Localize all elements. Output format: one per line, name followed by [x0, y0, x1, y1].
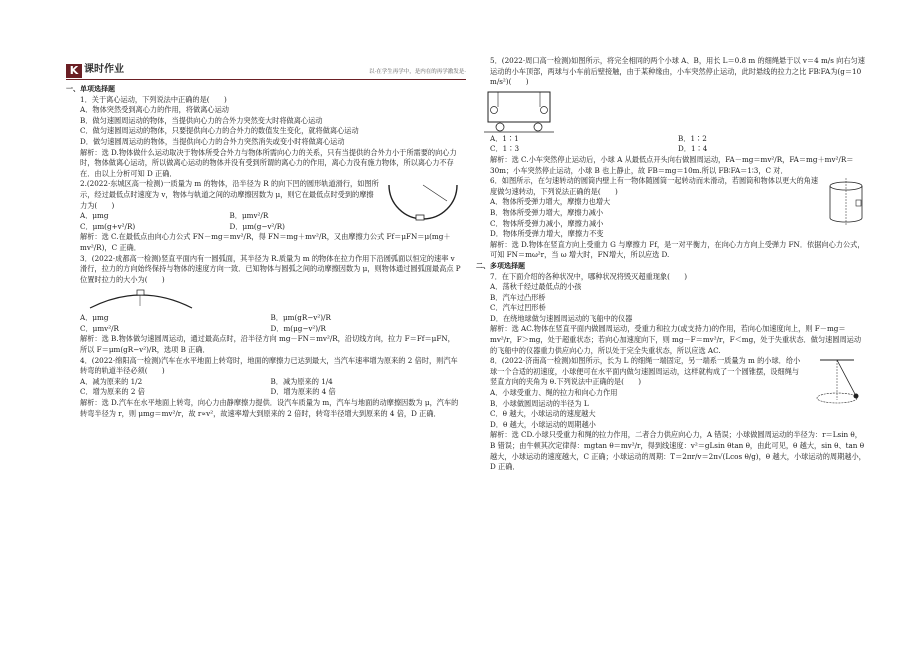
question-stem: 6．如图所示，在匀速转动的圆筒内壁上有一物体随圆筒一起转动而未滑动，若圆筒和物体以更大的角速度做匀速转动，下列说法正确的是( ) — [490, 176, 819, 196]
question-4 — [66, 356, 461, 420]
header-title: 课时作业 — [84, 64, 124, 75]
option-a: A．减为原来的 1/2 — [80, 376, 143, 386]
right-column — [476, 56, 866, 473]
question-stem: 7．在下面介绍的各种状况中，哪种状况将毁灭超重现象( ) — [490, 271, 688, 281]
option-b: B．汽车过凸形桥 — [490, 292, 546, 302]
option-a: A．物体突然受到离心力的作用，将做离心运动 — [80, 105, 229, 115]
analysis: 解析：选 B.物体做匀速圆周运动，通过最高点时，沿半径方向 mg－FN＝mv²/R，沿切线方向，拉力 F＝Ff＝μFN，所以 F＝μm(gR−v²)/R，选项 B 正确． — [80, 334, 455, 355]
option-a: A．μmg — [80, 313, 109, 323]
analysis: 解析：选 C.小车突然停止运动后，小球 A 从最低点开头向右做圆周运动，FA－mg＝mv²/R，FA＝mg＋mv²/R＝30m；小车突然停止运动，小球 B 也上静止，故 FB＝mg＝10m.所以 FB∶FA＝1∶3，C 对． — [490, 154, 854, 175]
question-5 — [476, 56, 866, 176]
option-d: D．m(μg−v²)/R — [270, 323, 326, 333]
option-d: D．1∶4 — [678, 144, 708, 154]
option-b: B．物体所受弹力增大，摩擦力减小 — [490, 207, 604, 217]
option-c: C．μm(g+v²/R) — [80, 221, 136, 231]
question-6 — [476, 176, 866, 261]
option-d: D．做匀速圆周运动的物体，当提供向心力的合外力突然消失或变小时将做离心运动 — [80, 136, 345, 146]
option-b: B．小球做圆周运动的半径为 L — [490, 398, 589, 408]
option-a: A．物体所受弹力增大，摩擦力也增大 — [490, 197, 611, 207]
option-c: C．1∶3 — [490, 144, 520, 154]
page-header — [66, 64, 466, 78]
option-c: C．物体所受弹力减小，摩擦力减小 — [490, 218, 604, 228]
option-b: B．减为原来的 1/4 — [270, 376, 333, 386]
left-column — [66, 84, 461, 419]
option-b: B．μm(gR−v²)/R — [270, 313, 331, 323]
question-3 — [66, 254, 461, 356]
option-c: C．θ 越大，小球运动的速度越大 — [490, 409, 596, 419]
option-a: A．荡秋千经过最低点的小孩 — [490, 282, 582, 292]
question-8 — [476, 356, 866, 473]
option-d: D．增为原来的 4 倍 — [270, 387, 336, 397]
header-divider — [66, 79, 466, 80]
logo-icon: K — [66, 64, 82, 78]
question-stem: 5．(2022·周口高一检测)如图所示，将完全相同的两个小球 A、B，用长 L＝0.8 m 的细绳悬于以 v＝4 m/s 向右匀速运动的小车顶部，两球与小车前后壁接触，由于某种缘由，小车突然停止运动，此时悬线的拉力之比 FB∶FA为(g＝10 m/s²)( ) — [490, 56, 865, 87]
option-b: B．1∶2 — [678, 133, 707, 143]
analysis: 解析：选 CD.小球只受重力和绳的拉力作用，二者合力供应向心力，A 错误；小球做圆周运动的半径为：r＝Lsin θ，B 错误；由牛顿其次定律得：mgtan θ＝mv²/r，得到线速度：v²＝gLsin θtan θ，由此可见，θ 越大，sin θ、tan θ 越大，小球运动的速度越大，C 正确；小球运动的周期：T＝2πr/v＝2π√(Lcos θ/g)，θ 越大，小球运动的周期越小，D 正确． — [490, 430, 866, 472]
option-d: D．在绕地球做匀速圆周运动的飞船中的仪器 — [490, 313, 633, 323]
question-1 — [66, 95, 461, 180]
option-c: C．μmv²/R — [80, 323, 119, 333]
arc-surface-figure — [86, 286, 196, 312]
question-stem: 1．关于离心运动，下列说法中正确的是( ) — [80, 94, 227, 104]
option-a: A．小球受重力、绳的拉力和向心力作用 — [490, 388, 618, 398]
conical-pendulum-figure — [808, 358, 866, 410]
option-c: C．增为原来的 2 倍 — [80, 387, 145, 397]
option-b: B．做匀速圆周运动的物体，当提供向心力的合外力突然变大时将做离心运动 — [80, 115, 323, 125]
question-stem: 4．(2022·绵阳高一检测)汽车在水平地面上转弯时，地面的摩擦力已达到最大，当汽车速率增为原来的 2 倍时，则汽车转弯的轨道半径必须( ) — [80, 355, 458, 376]
analysis: 解析：选 C.在最低点由向心力公式 FN－mg＝mv²/R，得 FN＝mg＋mv²/R，又由摩擦力公式 Ff＝μFN＝μ(mg＋mv²/R)，C 正确． — [80, 232, 451, 252]
question-stem: 2.(2022·东城区高一检测)一质量为 m 的物体，沿半径为 R 的向下凹的圆形轨道滑行，如图所示，经过最低点时速度为 v，物体与轨道之间的动摩擦因数为 μ，则它在最低点时受到的摩擦力为( ) — [80, 179, 379, 210]
option-d: D．物体所受弹力增大，摩擦力不变 — [490, 229, 604, 239]
analysis: 解析：选 D.物体做什么运动取决于物体所受合外力与物体所需向心力的关系，只有当提供的合外力小于所需要的向心力时，物体做离心运动，所以做离心运动的物体并没有受到所谓的离心力的作用，离心力没有施力物体，所以离心力不存在．由以上分析可知 D 正确． — [80, 147, 457, 178]
option-d: D．μm(g−v²/R) — [229, 221, 285, 231]
question-stem: 3．(2022·成都高一检测)竖直平面内有一圆弧面，其半径为 R.质量为 m 的物体在拉力作用下沿圆弧面以恒定的速率 v 滑行，拉力的方向始终保持与物体的速度方向一致．已知物体与圆弧之间的动摩擦因数为 μ，则物体通过圆弧面最高点 P 位置时拉力的大小为( ) — [80, 253, 461, 284]
section-title-multiple-choice: 二、多项选择题 — [476, 261, 525, 270]
option-b: B．μmv²/R — [229, 211, 269, 221]
analysis: 解析：选 AC.物体在竖直平面内做圆周运动，受重力和拉力(或支持力)的作用，若向心加速度向上，则 F－mg＝mv²/r，F＞mg，处于超重状态；若向心加速度向下，则 mg－F＝mv²/r，F＜mg，处于失重状态．做匀速圆周运动的飞船中的仪器重力供应向心力，所以处于完全失重状态，所以应选 AC. — [490, 324, 862, 355]
option-a: A．1∶1 — [490, 133, 519, 143]
question-7 — [476, 272, 866, 357]
option-d: D．θ 越大，小球运动的周期越小 — [490, 419, 596, 429]
option-c: C．做匀速圆周运动的物体，只要提供向心力的合外力的数值发生变化，就将做离心运动 — [80, 126, 359, 136]
rotating-cylinder-figure — [826, 178, 866, 226]
concave-track-figure — [385, 181, 461, 227]
question-2 — [66, 179, 461, 253]
cart-figure — [484, 89, 554, 133]
option-c: C．汽车过凹形桥 — [490, 303, 546, 313]
analysis: 解析：选 D.物体在竖直方向上受重力 G 与摩擦力 Ff，是一对平衡力，在向心力方向上受弹力 FN．依据向心力公式，可知 FN＝mω²r，当 ω 增大时，FN增大，所以应选 D. — [490, 239, 865, 260]
section-title-single-choice: 一、单项选择题 — [66, 85, 115, 93]
option-a: A．μmg — [80, 211, 109, 221]
header-slogan: 以·在学生再学中，是内在的再学激发是· — [369, 69, 466, 75]
analysis: 解析：选 D.汽车在水平地面上转弯，向心力由静摩擦力提供．设汽车质量为 m，汽车与地面的动摩擦因数为 μ，汽车的转弯半径为 r，则 μmg＝mv²/r，故 r∝v²，故速率增大到原来的 2 倍时，转弯半径增大到原来的 4 倍，D 正确． — [80, 398, 459, 418]
question-stem: 8．(2022·济南高一检测)如图所示，长为 L 的细绳一端固定，另一端系一质量为 m 的小球．给小球一个合适的初速度，小球便可在水平面内做匀速圆周运动，这样就构成了一个圆锥摆，设细绳与竖直方向的夹角为 θ.下列说法中正确的是( ) — [490, 356, 801, 387]
